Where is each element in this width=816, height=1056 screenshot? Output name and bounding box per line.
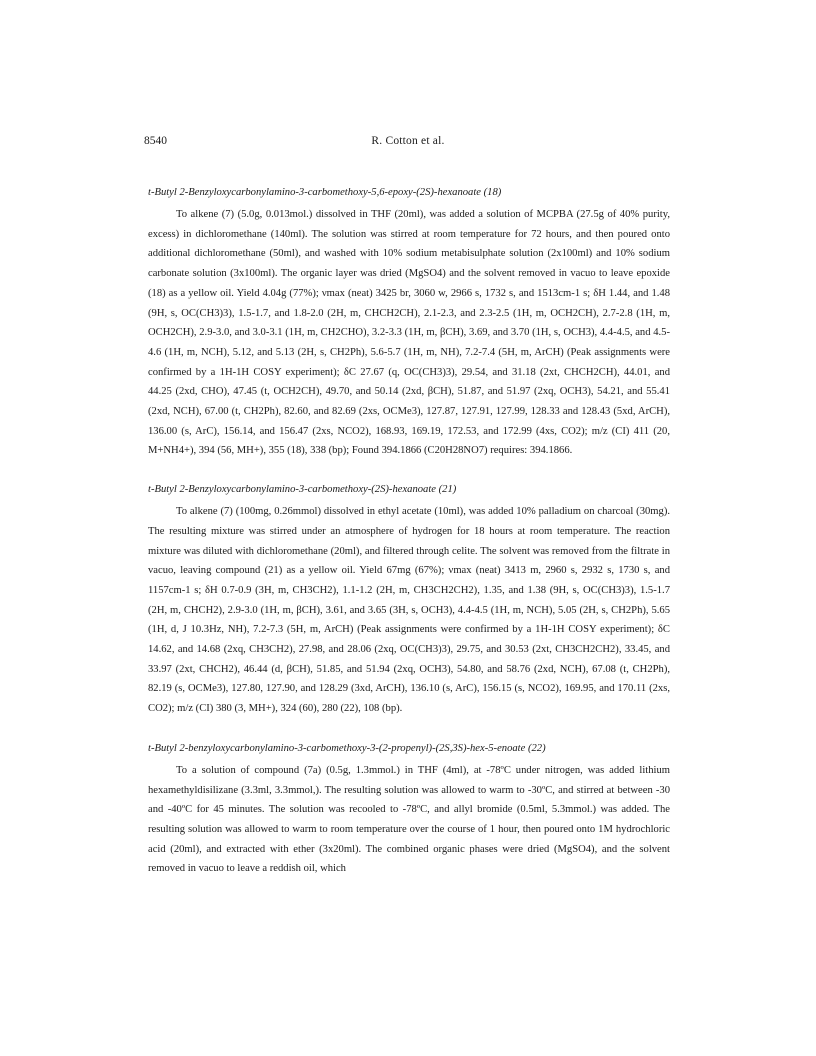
experimental-section	[148, 483, 670, 719]
experimental-section	[148, 742, 670, 879]
article-body	[148, 186, 670, 879]
section-paragraph: To a solution of compound (7a) (0.5g, 1.3mmol.) in THF (4ml), at -78ºC under nitrogen, was added lithium hexamethyldisilizane (3.3ml, 3.3mmol,). The resulting solution was allowed to warm to -30ºC, and stirred at between -30 and -40ºC for 45 minutes. The solution was recooled to -78ºC, and allyl bromide (0.5ml, 5.3mmol.) was added. The resulting solution was allowed to warm to room temperature over the course of 1 hour, then poured onto 1M hydrochloric acid (20ml), and extracted with ether (3x20ml). The combined organic phases were dried (MgSO4), and the solvent removed in vacuo to leave a reddish oil, which	[148, 764, 670, 875]
section-title: t-Butyl 2-Benzyloxycarbonylamino-3-carbomethoxy-(2S)-hexanoate (21)	[148, 484, 457, 496]
section-title: t-Butyl 2-benzyloxycarbonylamino-3-carbomethoxy-3-(2-propenyl)-(2S,3S)-hex-5-enoate (22)	[148, 742, 546, 754]
page-header	[0, 135, 816, 151]
section-paragraph: To alkene (7) (100mg, 0.26mmol) dissolved in ethyl acetate (10ml), was added 10% palladium on charcoal (30mg). The resulting mixture was stirred under an atmosphere of hydrogen for 18 hours at room temperature. The reaction mixture was diluted with dichloromethane (20ml), and filtered through celite. The solvent was removed from the filtrate in vacuo, leaving compound (21) as a yellow oil. Yield 67mg (67%); νmax (neat) 3413 m, 2960 s, 2932 s, 1730 s, and 1157cm-1 s; δH 0.7-0.9 (3H, m, CH3CH2), 1.1-1.2 (2H, m, CH3CH2CH2), 1.35, and 1.38 (9H, s, OC(CH3)3), 1.5-1.7 (2H, m, CHCH2), 2.9-3.0 (1H, m, βCH), 3.61, and 3.65 (3H, s, OCH3), 4.4-4.5 (1H, m, NCH), 5.05 (2H, s, CH2Ph), 5.65 (1H, d, J 10.3Hz, NH), 7.2-7.3 (5H, m, ArCH) (Peak assignments were confirmed by a 1H-1H COSY experiment); δC 14.62, and 14.68 (2xq, CH3CH2), 27.98, and 28.06 (2xq, OC(CH3)3), 29.75, and 30.53 (2xt, CH3CH2CH2), 33.45, and 33.97 (2xt, CHCH2), 46.44 (d, βCH), 51.85, and 51.94 (2xq, OCH3), 54.80, and 58.76 (2xd, NCH), 67.08 (t, CH2Ph), 82.19 (s, OCMe3), 127.80, 127.90, and 128.29 (3xd, ArCH), 136.10 (s, ArC), 156.15 (s, NCO2), 169.95, and 170.11 (2xs, CO2); m/z (CI) 380 (3, MH+), 324 (60), 280 (22), 108 (bp).	[148, 506, 670, 715]
section-paragraph: To alkene (7) (5.0g, 0.013mol.) dissolved in THF (20ml), was added a solution of MCPBA (27.5g of 40% purity, excess) in dichloromethane (140ml). The solution was stirred at room temperature for 72 hours, and then poured onto additional dichloromethane (50ml), and washed with 10% sodium metabisulphate solution (2x100ml) and 10% sodium carbonate solution (3x100ml). The organic layer was dried (MgSO4) and the solvent removed in vacuo to leave epoxide (18) as a yellow oil. Yield 4.04g (77%); νmax (neat) 3425 br, 3060 w, 2966 s, 1732 s, and 1513cm-1 s; δH 1.44, and 1.48 (9H, s, OC(CH3)3), 1.5-1.7, and 1.8-2.0 (2H, m, CHCH2CH), 2.1-2.3, and 2.3-2.5 (1H, m, OCH2CH), 2.7-2.8 (1H, m, OCH2CH), 2.9-3.0, and 3.0-3.1 (1H, m, CH2CHO), 3.2-3.3 (1H, m, βCH), 3.69, and 3.70 (1H, s, OCH3), 4.4-4.5, and 4.5-4.6 (1H, m, NCH), 5.12, and 5.13 (2H, s, CH2Ph), 5.6-5.7 (1H, m, NH), 7.2-7.4 (5H, m, ArCH) (Peak assignments were confirmed by a 1H-1H COSY experiment); δC 27.67 (q, OC(CH3)3), 29.54, and 31.18 (2xt, CHCH2CH), 44.01, and 44.25 (2xd, CHO), 47.45 (t, OCH2CH), 49.70, and 50.14 (2xd, βCH), 51.87, and 51.97 (2xq, OCH3), 54.21, and 55.41 (2xd, NCH), 67.00 (t, CH2Ph), 82.60, and 82.69 (2xs, OCMe3), 127.87, 127.91, 127.99, 128.33 and 128.43 (5xd, ArCH), 136.00 (s, ArC), 156.14, and 156.47 (2xs, NCO2), 168.93, 169.19, 172.53, and 172.99 (4xs, CO2); m/z (CI) 411 (20, M+NH4+), 394 (56, MH+), 355 (18), 338 (bp); Found 394.1866 (C20H28NO7) requires: 394.1866.	[148, 209, 670, 457]
section-title: t-Butyl 2-Benzyloxycarbonylamino-3-carbomethoxy-5,6-epoxy-(2S)-hexanoate (18)	[148, 187, 502, 198]
running-head: R. Cotton et al.	[371, 135, 445, 147]
page-number: 8540	[144, 135, 167, 147]
experimental-section	[148, 186, 670, 461]
